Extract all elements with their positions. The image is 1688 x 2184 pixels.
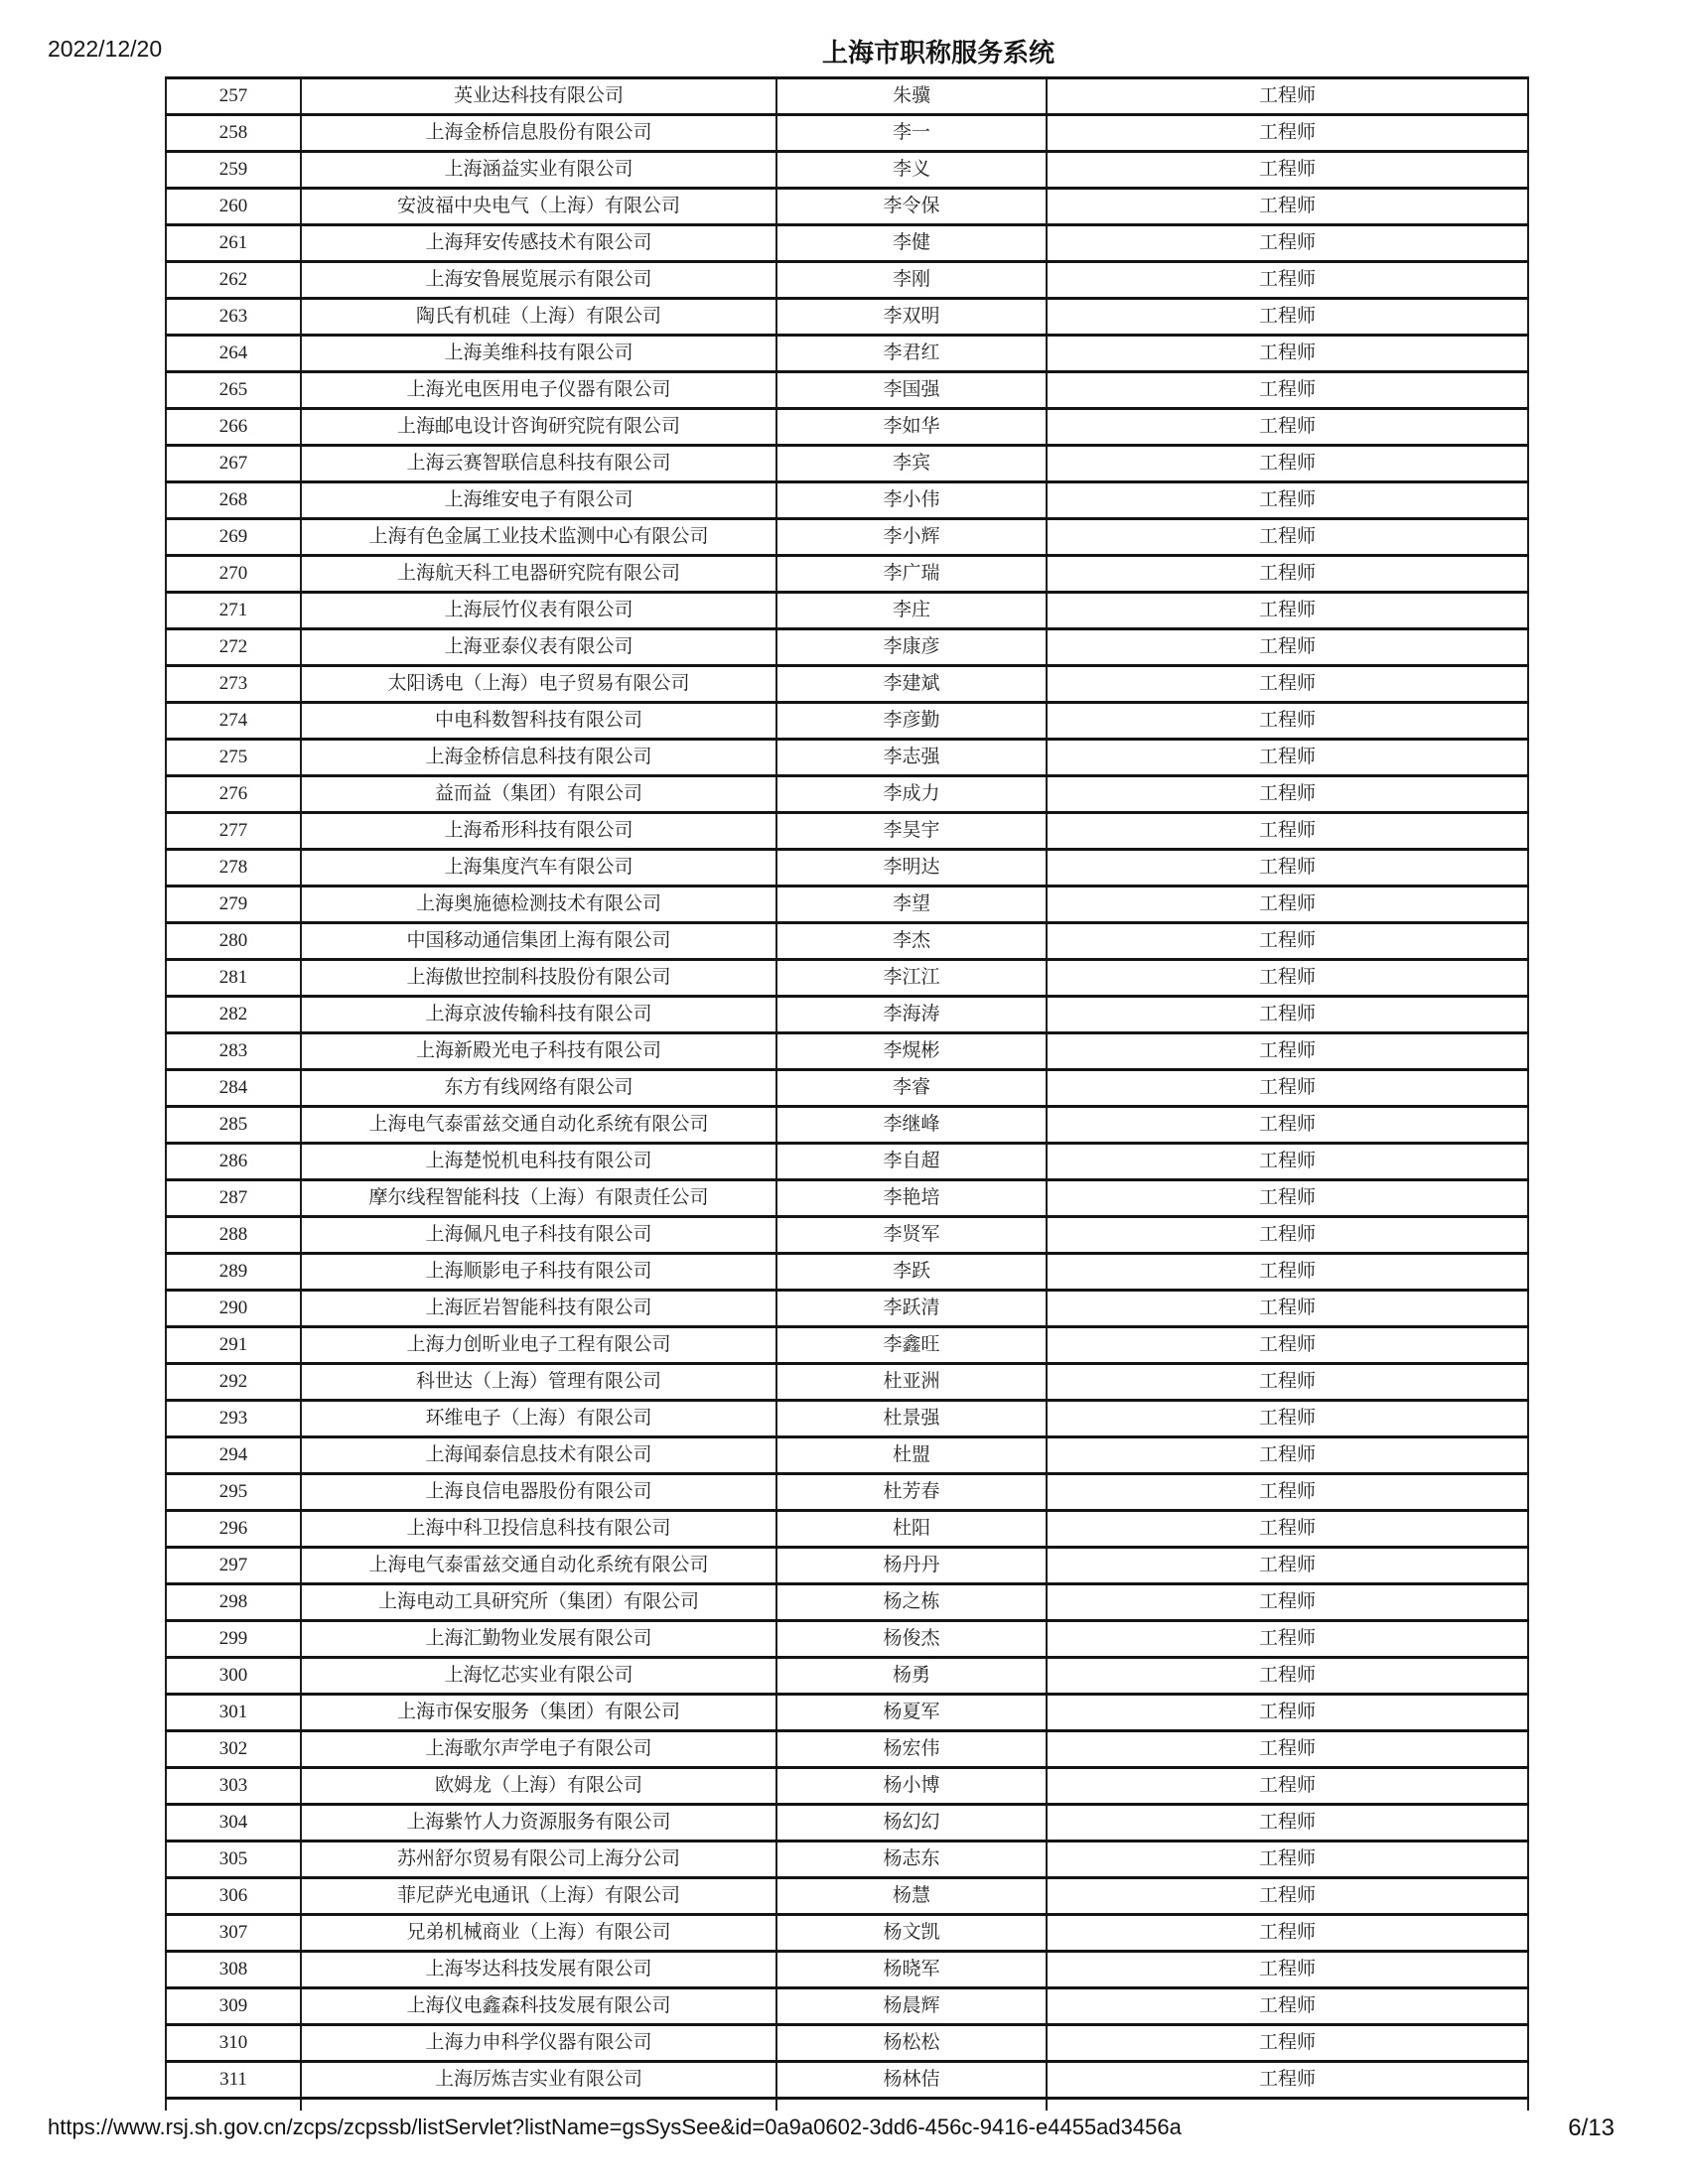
title-cell: 工程师 [1047,1217,1528,1254]
person-name-cell: 李一 [776,115,1047,152]
row-number-cell: 293 [166,1401,301,1437]
row-number-cell: 301 [166,1695,301,1731]
person-name-cell: 杨之栋 [776,1584,1047,1621]
person-name-cell: 李小辉 [776,519,1047,556]
company-cell: 欧姆龙（上海）有限公司 [301,1768,776,1805]
row-number-cell: 284 [166,1070,301,1107]
table-row [166,1180,1528,1217]
title-cell [1047,2099,1528,2112]
company-cell: 上海京波传输科技有限公司 [301,997,776,1033]
row-number-cell: 307 [166,1915,301,1952]
company-cell: 益而益（集团）有限公司 [301,776,776,813]
title-cell: 工程师 [1047,1437,1528,1474]
table-row [166,1731,1528,1768]
company-cell: 上海奥施德检测技术有限公司 [301,887,776,923]
company-cell: 上海市保安服务（集团）有限公司 [301,1695,776,1731]
title-cell: 工程师 [1047,1915,1528,1952]
title-cell: 工程师 [1047,629,1528,666]
person-name-cell: 李成力 [776,776,1047,813]
row-number-cell: 258 [166,115,301,152]
row-number-cell: 288 [166,1217,301,1254]
person-name-cell: 杜阳 [776,1511,1047,1548]
person-name-cell: 李彦勤 [776,703,1047,740]
row-number-cell: 263 [166,299,301,336]
title-cell: 工程师 [1047,1768,1528,1805]
person-name-cell: 李刚 [776,262,1047,299]
title-cell: 工程师 [1047,1107,1528,1144]
title-cell: 工程师 [1047,1695,1528,1731]
company-cell: 上海中科卫投信息科技有限公司 [301,1511,776,1548]
person-name-cell: 李自超 [776,1144,1047,1180]
company-cell: 上海有色金属工业技术监测中心有限公司 [301,519,776,556]
title-cell: 工程师 [1047,519,1528,556]
table-row [166,923,1528,960]
row-number-cell: 300 [166,1658,301,1695]
person-name-cell: 李义 [776,152,1047,189]
company-cell: 科世达（上海）管理有限公司 [301,1364,776,1401]
title-cell: 工程师 [1047,813,1528,850]
row-number-cell [166,2099,301,2112]
title-cell: 工程师 [1047,189,1528,225]
title-cell: 工程师 [1047,1988,1528,2025]
company-cell: 上海汇勤物业发展有限公司 [301,1621,776,1658]
table-row [166,1401,1528,1437]
company-cell: 上海楚悦机电科技有限公司 [301,1144,776,1180]
person-name-cell: 李健 [776,225,1047,262]
row-number-cell: 285 [166,1107,301,1144]
title-cell: 工程师 [1047,703,1528,740]
title-cell: 工程师 [1047,1474,1528,1511]
title-cell: 工程师 [1047,409,1528,446]
title-cell: 工程师 [1047,923,1528,960]
row-number-cell: 287 [166,1180,301,1217]
row-number-cell: 264 [166,336,301,372]
title-cell: 工程师 [1047,336,1528,372]
title-cell: 工程师 [1047,2062,1528,2099]
title-cell: 工程师 [1047,1658,1528,1695]
title-cell: 工程师 [1047,78,1528,115]
title-cell: 工程师 [1047,556,1528,593]
table-row [166,446,1528,482]
person-name-cell: 李鑫旺 [776,1327,1047,1364]
company-cell: 太阳诱电（上海）电子贸易有限公司 [301,666,776,703]
row-number-cell: 265 [166,372,301,409]
company-cell: 上海辰竹仪表有限公司 [301,593,776,629]
table-row [166,776,1528,813]
table-row [166,887,1528,923]
company-cell: 上海岑达科技发展有限公司 [301,1952,776,1988]
table-row [166,629,1528,666]
company-cell: 上海亚泰仪表有限公司 [301,629,776,666]
title-cell: 工程师 [1047,776,1528,813]
title-cell: 工程师 [1047,225,1528,262]
title-cell: 工程师 [1047,1621,1528,1658]
table-row [166,1878,1528,1915]
row-number-cell: 303 [166,1768,301,1805]
person-name-cell: 李宾 [776,446,1047,482]
row-number-cell: 266 [166,409,301,446]
person-name-cell: 杜芳春 [776,1474,1047,1511]
title-cell: 工程师 [1047,740,1528,776]
row-number-cell: 276 [166,776,301,813]
person-name-cell: 李庄 [776,593,1047,629]
table-row [166,740,1528,776]
title-cell: 工程师 [1047,997,1528,1033]
person-name-cell: 李国强 [776,372,1047,409]
table-row [166,960,1528,997]
row-number-cell: 308 [166,1952,301,1988]
company-cell [301,2099,776,2112]
row-number-cell: 291 [166,1327,301,1364]
row-number-cell: 268 [166,482,301,519]
company-cell: 上海紫竹人力资源服务有限公司 [301,1805,776,1842]
person-name-cell [776,2099,1047,2112]
company-cell: 上海安鲁展览展示有限公司 [301,262,776,299]
table-row [166,1952,1528,1988]
company-cell: 上海航天科工电器研究院有限公司 [301,556,776,593]
person-name-cell: 李双明 [776,299,1047,336]
person-name-cell: 李跃清 [776,1291,1047,1327]
footer-url: https://www.rsj.sh.gov.cn/zcps/zcpssb/listServlet?listName=gsSysSee&id=0a9a0602-3dd6-456c-9416-e4455ad3456a [48,2115,1182,2139]
person-name-cell: 杨松松 [776,2025,1047,2062]
title-cell: 工程师 [1047,482,1528,519]
company-cell: 上海良信电器股份有限公司 [301,1474,776,1511]
row-number-cell: 261 [166,225,301,262]
person-name-cell: 李建斌 [776,666,1047,703]
table-row [166,1217,1528,1254]
company-cell: 上海涵益实业有限公司 [301,152,776,189]
row-number-cell: 259 [166,152,301,189]
title-cell: 工程师 [1047,1511,1528,1548]
roster-table-body [166,78,1528,2112]
row-number-cell: 286 [166,1144,301,1180]
table-row [166,115,1528,152]
person-name-cell: 李君红 [776,336,1047,372]
person-name-cell: 杨幻幻 [776,1805,1047,1842]
company-cell: 上海集度汽车有限公司 [301,850,776,887]
company-cell: 陶氏有机硅（上海）有限公司 [301,299,776,336]
person-name-cell: 杨林佶 [776,2062,1047,2099]
person-name-cell: 李小伟 [776,482,1047,519]
table-row [166,78,1528,115]
person-name-cell: 杨宏伟 [776,1731,1047,1768]
title-cell: 工程师 [1047,1144,1528,1180]
company-cell: 环维电子（上海）有限公司 [301,1401,776,1437]
table-row [166,1033,1528,1070]
row-number-cell: 310 [166,2025,301,2062]
person-name-cell: 李熀彬 [776,1033,1047,1070]
table-row [166,372,1528,409]
person-name-cell: 李望 [776,887,1047,923]
table-row [166,1658,1528,1695]
row-number-cell: 270 [166,556,301,593]
row-number-cell: 311 [166,2062,301,2099]
person-name-cell: 朱骥 [776,78,1047,115]
row-number-cell: 292 [166,1364,301,1401]
company-cell: 中电科数智科技有限公司 [301,703,776,740]
company-cell: 上海美维科技有限公司 [301,336,776,372]
table-row [166,1474,1528,1511]
company-cell: 英业达科技有限公司 [301,78,776,115]
company-cell: 上海金桥信息股份有限公司 [301,115,776,152]
table-row [166,1695,1528,1731]
row-number-cell: 283 [166,1033,301,1070]
company-cell: 菲尼萨光电通讯（上海）有限公司 [301,1878,776,1915]
table-row [166,997,1528,1033]
title-cell: 工程师 [1047,960,1528,997]
company-cell: 苏州舒尔贸易有限公司上海分公司 [301,1842,776,1878]
title-cell: 工程师 [1047,1548,1528,1584]
table-row [166,2062,1528,2099]
table-row [166,850,1528,887]
table-row [166,813,1528,850]
title-cell: 工程师 [1047,666,1528,703]
person-name-cell: 李跃 [776,1254,1047,1291]
row-number-cell: 280 [166,923,301,960]
company-cell: 上海力创昕业电子工程有限公司 [301,1327,776,1364]
title-cell: 工程师 [1047,1180,1528,1217]
table-row [166,703,1528,740]
row-number-cell: 305 [166,1842,301,1878]
company-cell: 上海云赛智联信息科技有限公司 [301,446,776,482]
person-name-cell: 李如华 [776,409,1047,446]
company-cell: 上海金桥信息科技有限公司 [301,740,776,776]
table-row [166,1107,1528,1144]
title-cell: 工程师 [1047,262,1528,299]
row-number-cell: 304 [166,1805,301,1842]
company-cell: 上海希形科技有限公司 [301,813,776,850]
person-name-cell: 杨文凯 [776,1915,1047,1952]
title-cell: 工程师 [1047,1327,1528,1364]
table-row [166,1144,1528,1180]
title-cell: 工程师 [1047,446,1528,482]
person-name-cell: 李昊宇 [776,813,1047,850]
title-cell: 工程师 [1047,1584,1528,1621]
row-number-cell: 297 [166,1548,301,1584]
row-number-cell: 281 [166,960,301,997]
row-number-cell: 272 [166,629,301,666]
title-cell: 工程师 [1047,593,1528,629]
row-number-cell: 289 [166,1254,301,1291]
title-cell: 工程师 [1047,1878,1528,1915]
title-cell: 工程师 [1047,1842,1528,1878]
person-name-cell: 杨勇 [776,1658,1047,1695]
person-name-cell: 杨晓军 [776,1952,1047,1988]
company-cell: 上海电气泰雷兹交通自动化系统有限公司 [301,1548,776,1584]
person-name-cell: 杨晨辉 [776,1988,1047,2025]
title-cell: 工程师 [1047,2025,1528,2062]
company-cell: 上海拜安传感技术有限公司 [301,225,776,262]
person-name-cell: 杜盟 [776,1437,1047,1474]
row-number-cell: 295 [166,1474,301,1511]
person-name-cell: 李艳培 [776,1180,1047,1217]
person-name-cell: 杨小博 [776,1768,1047,1805]
person-name-cell: 李康彦 [776,629,1047,666]
title-cell: 工程师 [1047,887,1528,923]
company-cell: 上海维安电子有限公司 [301,482,776,519]
company-cell: 上海邮电设计咨询研究院有限公司 [301,409,776,446]
title-cell: 工程师 [1047,1805,1528,1842]
table-row [166,1988,1528,2025]
row-number-cell: 277 [166,813,301,850]
table-row [166,556,1528,593]
title-cell: 工程师 [1047,1033,1528,1070]
row-number-cell: 298 [166,1584,301,1621]
company-cell: 上海忆芯实业有限公司 [301,1658,776,1695]
company-cell: 上海厉炼吉实业有限公司 [301,2062,776,2099]
row-number-cell: 306 [166,1878,301,1915]
row-number-cell: 267 [166,446,301,482]
table-row [166,593,1528,629]
person-name-cell: 杨夏军 [776,1695,1047,1731]
table-row [166,152,1528,189]
row-number-cell: 271 [166,593,301,629]
company-cell: 兄弟机械商业（上海）有限公司 [301,1915,776,1952]
table-row [166,1768,1528,1805]
person-name-cell: 杨俊杰 [776,1621,1047,1658]
row-number-cell: 257 [166,78,301,115]
table-row [166,2099,1528,2112]
print-date: 2022/12/20 [48,36,163,62]
company-cell: 上海匠岩智能科技有限公司 [301,1291,776,1327]
person-name-cell: 杜亚洲 [776,1364,1047,1401]
person-name-cell: 杜景强 [776,1401,1047,1437]
title-cell: 工程师 [1047,1401,1528,1437]
title-cell: 工程师 [1047,1952,1528,1988]
table-row [166,1805,1528,1842]
person-name-cell: 李江江 [776,960,1047,997]
table-row [166,1364,1528,1401]
person-name-cell: 杨志东 [776,1842,1047,1878]
person-name-cell: 李杰 [776,923,1047,960]
table-row [166,1548,1528,1584]
title-cell: 工程师 [1047,850,1528,887]
table-row [166,482,1528,519]
table-row [166,1254,1528,1291]
row-number-cell: 278 [166,850,301,887]
roster-table-container [165,76,1533,2111]
row-number-cell: 273 [166,666,301,703]
person-name-cell: 李贤军 [776,1217,1047,1254]
table-row [166,519,1528,556]
person-name-cell: 杨丹丹 [776,1548,1047,1584]
table-row [166,1291,1528,1327]
table-row [166,1437,1528,1474]
row-number-cell: 309 [166,1988,301,2025]
company-cell: 上海仪电鑫森科技发展有限公司 [301,1988,776,2025]
row-number-cell: 294 [166,1437,301,1474]
person-name-cell: 李令保 [776,189,1047,225]
person-name-cell: 杨慧 [776,1878,1047,1915]
table-row [166,1842,1528,1878]
title-cell: 工程师 [1047,1070,1528,1107]
table-row [166,1915,1528,1952]
company-cell: 安波福中央电气（上海）有限公司 [301,189,776,225]
company-cell: 中国移动通信集团上海有限公司 [301,923,776,960]
table-row [166,336,1528,372]
person-name-cell: 李志强 [776,740,1047,776]
table-row [166,666,1528,703]
row-number-cell: 279 [166,887,301,923]
title-cell: 工程师 [1047,152,1528,189]
table-row [166,225,1528,262]
company-cell: 上海歌尔声学电子有限公司 [301,1731,776,1768]
row-number-cell: 274 [166,703,301,740]
row-number-cell: 275 [166,740,301,776]
company-cell: 上海光电医用电子仪器有限公司 [301,372,776,409]
table-row [166,1070,1528,1107]
page-number: 6/13 [1568,2115,1615,2141]
table-row [166,1584,1528,1621]
company-cell: 上海顺影电子科技有限公司 [301,1254,776,1291]
title-cell: 工程师 [1047,299,1528,336]
company-cell: 上海新殿光电子科技有限公司 [301,1033,776,1070]
table-row [166,189,1528,225]
row-number-cell: 260 [166,189,301,225]
title-cell: 工程师 [1047,1254,1528,1291]
person-name-cell: 李海涛 [776,997,1047,1033]
company-cell: 上海力申科学仪器有限公司 [301,2025,776,2062]
row-number-cell: 282 [166,997,301,1033]
person-name-cell: 李明达 [776,850,1047,887]
person-name-cell: 李继峰 [776,1107,1047,1144]
row-number-cell: 302 [166,1731,301,1768]
company-cell: 上海电气泰雷兹交通自动化系统有限公司 [301,1107,776,1144]
table-row [166,1511,1528,1548]
company-cell: 摩尔线程智能科技（上海）有限责任公司 [301,1180,776,1217]
company-cell: 上海闻泰信息技术有限公司 [301,1437,776,1474]
company-cell: 上海佩凡电子科技有限公司 [301,1217,776,1254]
title-cell: 工程师 [1047,372,1528,409]
page-title: 上海市职称服务系统 [821,38,1055,68]
title-cell: 工程师 [1047,115,1528,152]
row-number-cell: 262 [166,262,301,299]
table-row [166,299,1528,336]
row-number-cell: 299 [166,1621,301,1658]
title-cell: 工程师 [1047,1291,1528,1327]
row-number-cell: 290 [166,1291,301,1327]
person-name-cell: 李睿 [776,1070,1047,1107]
company-cell: 东方有线网络有限公司 [301,1070,776,1107]
table-row [166,1621,1528,1658]
company-cell: 上海傲世控制科技股份有限公司 [301,960,776,997]
table-row [166,1327,1528,1364]
row-number-cell: 296 [166,1511,301,1548]
table-row [166,2025,1528,2062]
table-row [166,409,1528,446]
person-name-cell: 李广瑞 [776,556,1047,593]
roster-table [165,76,1529,2111]
company-cell: 上海电动工具研究所（集团）有限公司 [301,1584,776,1621]
row-number-cell: 269 [166,519,301,556]
table-row [166,262,1528,299]
title-cell: 工程师 [1047,1364,1528,1401]
title-cell: 工程师 [1047,1731,1528,1768]
